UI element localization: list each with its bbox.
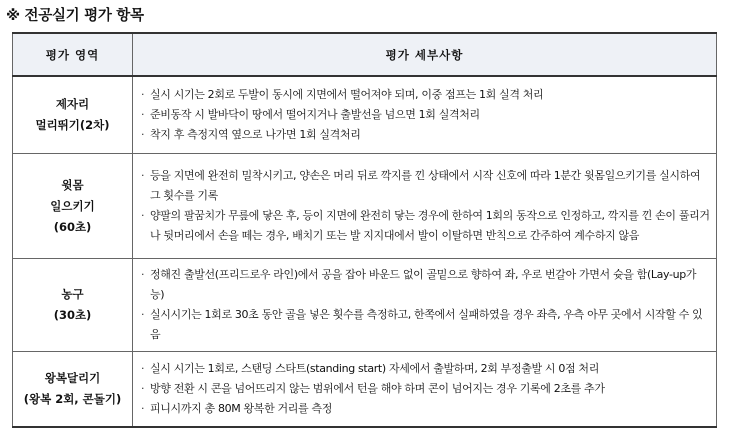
page-title: ※ 전공실기 평가 항목 bbox=[6, 8, 144, 24]
area-label-line: (60초) bbox=[53, 219, 92, 234]
detail-cell bbox=[133, 259, 717, 352]
table-row bbox=[13, 76, 717, 154]
detail-item: · 등을 지면에 완전히 밀착시키고, 양손은 머리 뒤로 깍지를 낀 상태에서 시작 신호에 따라 1분간 윗몸일으키기를 실시하여 그 횟수를 기록 bbox=[141, 166, 710, 206]
area-cell bbox=[13, 352, 133, 428]
detail-item: · 실시 시기는 2회로 두발이 동시에 지면에서 떨어져야 되며, 이중 점프는 1회 실격 처리 bbox=[141, 85, 710, 105]
area-label-line: 왕복달리기 bbox=[44, 371, 101, 385]
detail-item: · 정해진 출발선(프리드로우 라인)에서 공을 잡아 바운드 없이 골밑으로 향하여 좌, 우로 번갈아 가면서 슛을 함(Lay-up가능) bbox=[141, 265, 710, 305]
table-header-row bbox=[13, 33, 717, 76]
area-label-line: 제자리 bbox=[55, 97, 90, 111]
header-detail: 평가 세부사항 bbox=[133, 33, 717, 76]
table-row bbox=[13, 259, 717, 352]
detail-item: · 착지 후 측정지역 옆으로 나가면 1회 실격처리 bbox=[141, 125, 710, 145]
area-cell bbox=[13, 76, 133, 154]
table-row bbox=[13, 352, 717, 428]
detail-item: · 방향 전환 시 콘을 넘어뜨리지 않는 범위에서 턴을 해야 하며 콘이 넘어지는 경우 기록에 2초를 추가 bbox=[141, 379, 710, 399]
table-row bbox=[13, 154, 717, 259]
detail-cell bbox=[133, 352, 717, 428]
header-area: 평가 영역 bbox=[13, 33, 133, 76]
area-label-line: (30초) bbox=[53, 308, 92, 322]
area-label-line: 농구 bbox=[61, 287, 84, 301]
area-label-line: 멀리뛰기(2차) bbox=[35, 118, 110, 132]
area-label-line: 윗몸 bbox=[61, 177, 84, 192]
detail-cell bbox=[133, 76, 717, 154]
detail-item: · 피니시까지 총 80M 왕복한 거리를 측정 bbox=[141, 399, 710, 419]
evaluation-table bbox=[12, 32, 717, 428]
detail-item: · 양팔의 팔꿈치가 무릎에 닿은 후, 등이 지면에 완전히 닿는 경우에 한하여 1회의 동작으로 인정하고, 깍지를 낀 손이 풀리거나 뒷머리에서 손을 떼는 경우, 배치기 또는 발 지지대에서 발이 이탈하면 반칙으로 간주하여 계수하지 않음 bbox=[141, 206, 710, 246]
detail-item: · 실시 시기는 1회로, 스탠딩 스타트(standing start) 자세에서 출발하며, 2회 부정출발 시 0점 처리 bbox=[141, 359, 710, 379]
area-label-line: (왕복 2회, 콘돌기) bbox=[23, 392, 122, 406]
detail-item: · 준비동작 시 발바닥이 땅에서 떨어지거나 출발선을 넘으면 1회 실격처리 bbox=[141, 105, 710, 125]
area-cell bbox=[13, 154, 133, 259]
detail-cell bbox=[133, 154, 717, 259]
area-cell bbox=[13, 259, 133, 352]
detail-item: · 실시시기는 1회로 30초 동안 골을 넣은 횟수를 측정하고, 한쪽에서 실패하였을 경우 좌측, 우측 아무 곳에서 시작할 수 있음 bbox=[141, 305, 710, 345]
area-label-line: 일으키기 bbox=[50, 198, 95, 213]
